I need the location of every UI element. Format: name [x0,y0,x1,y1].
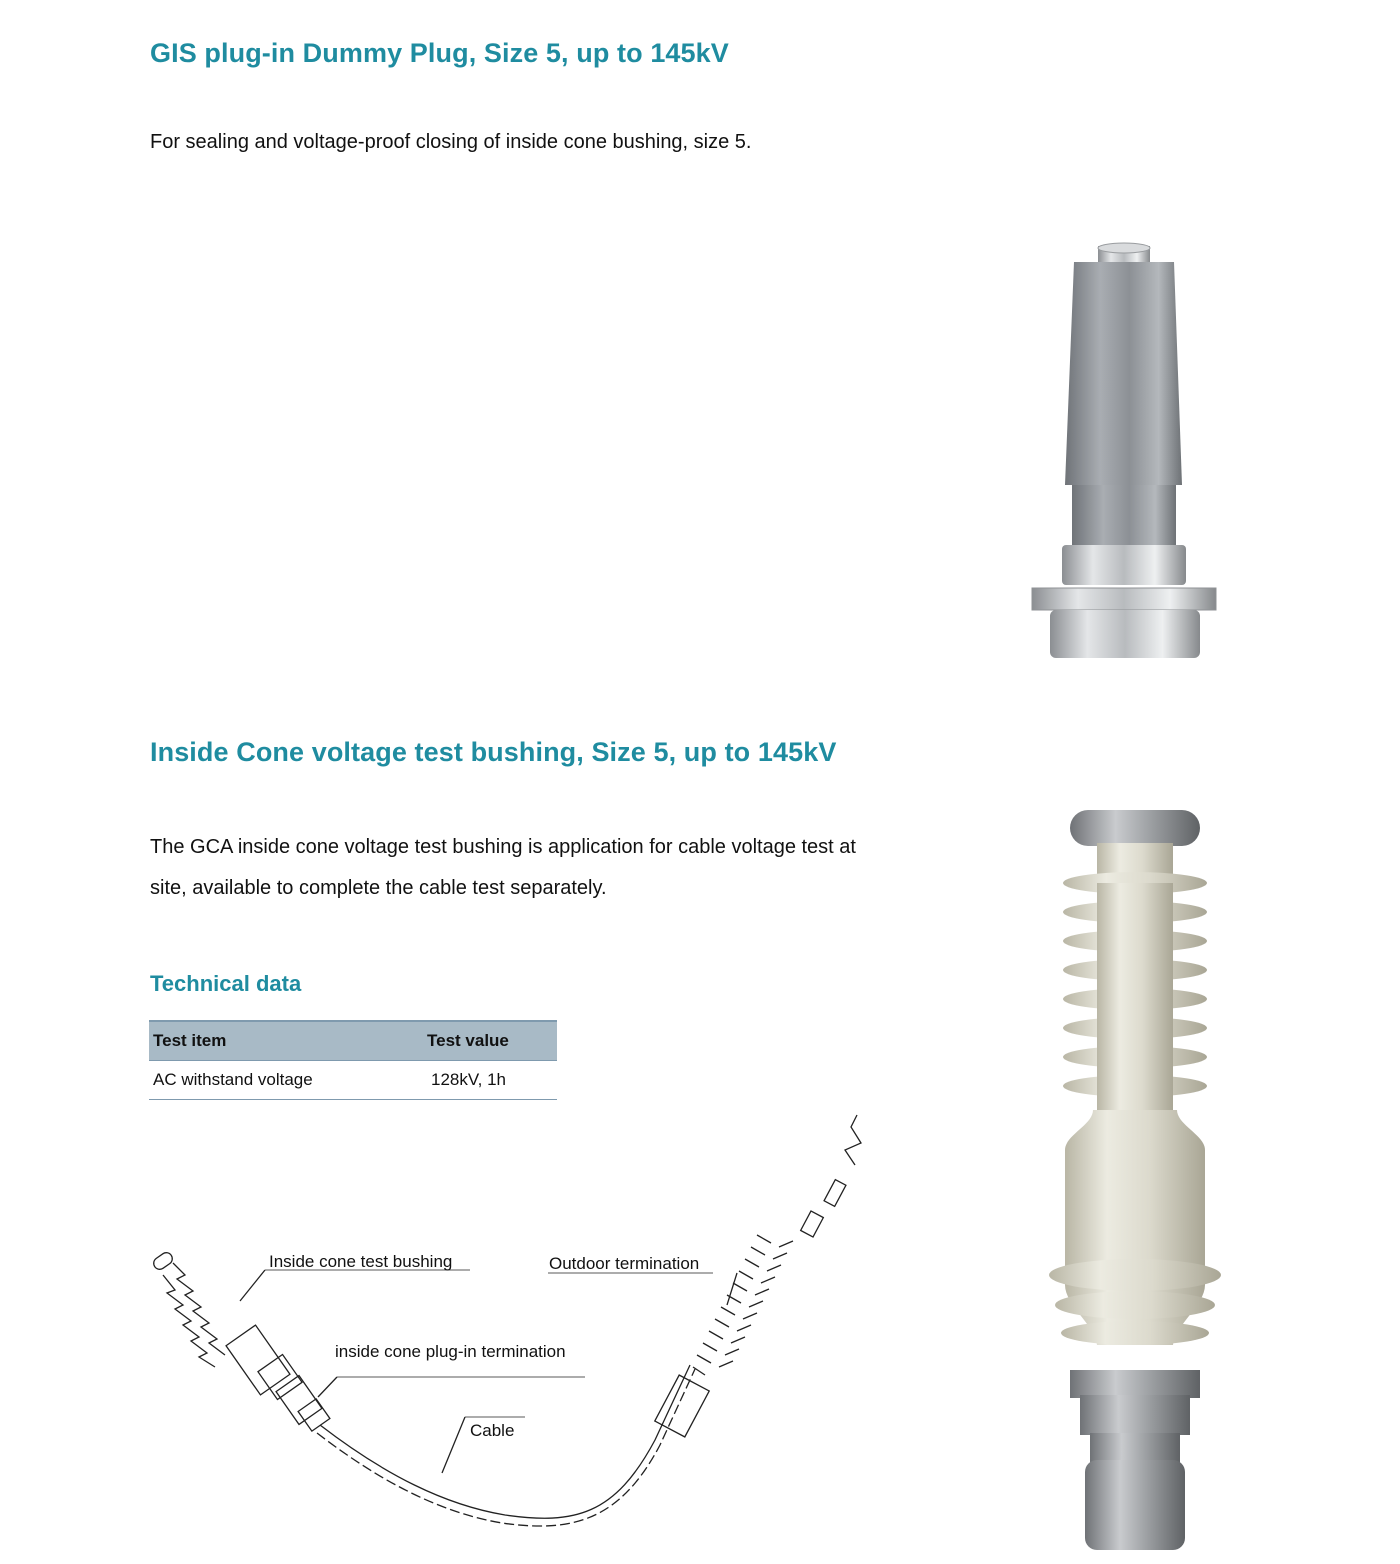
test-bushing-title: Inside Cone voltage test bushing, Size 5, up to 145kV [150,737,837,767]
table-row [149,1061,557,1100]
label-plug-in-termination: inside cone plug-in termination [335,1342,566,1361]
dummy-plug-description: For sealing and voltage-proof closing of inside cone bushing, size 5. [150,131,752,153]
test-bushing-description-line2: site, available to complete the cable test separately. [150,877,607,899]
table-cell-test-value: 128kV, 1h [423,1061,557,1100]
test-bushing-drawing [151,1250,330,1431]
technical-data-heading: Technical data [150,971,302,996]
table-header-test-item: Test item [149,1021,423,1061]
label-cable: Cable [470,1421,515,1440]
dummy-plug-title: GIS plug-in Dummy Plug, Size 5, up to 145kV [150,38,729,68]
table-cell-test-item: AC withstand voltage [149,1061,423,1100]
test-bushing-description-line1: The GCA inside cone voltage test bushing is application for cable voltage test at [150,836,856,858]
test-bushing-image [1035,805,1235,1555]
dummy-plug-image [1020,240,1235,665]
label-outdoor-termination: Outdoor termination [549,1254,700,1273]
label-test-bushing: Inside cone test bushing [269,1252,453,1271]
table-header-row [149,1021,557,1061]
outdoor-termination-drawing [655,1115,861,1437]
cable-test-diagram [145,1105,890,1550]
technical-data-table [149,1020,557,1100]
cable-line [320,1365,690,1518]
table-header-test-value: Test value [423,1021,557,1061]
